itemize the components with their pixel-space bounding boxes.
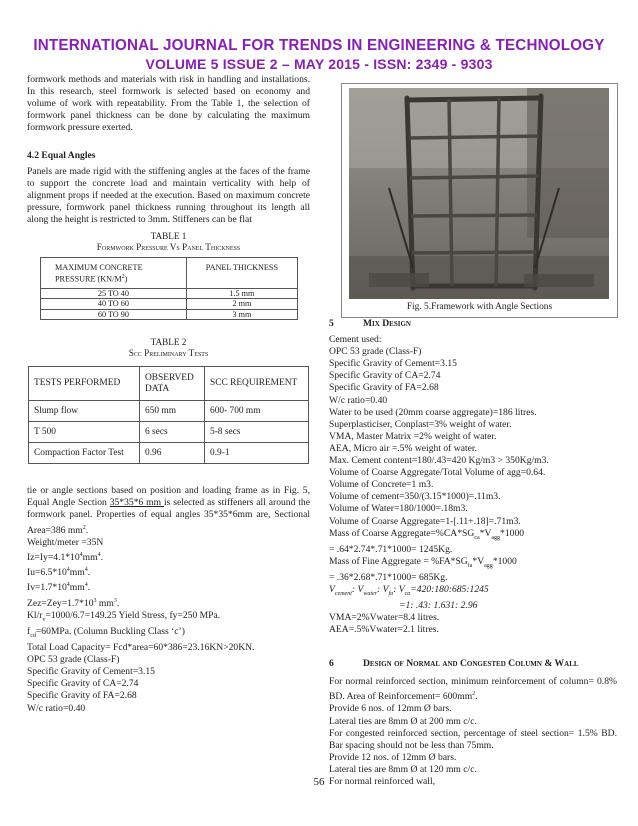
provide-bars-line: Provide 12 nos. of 12mm Ø bars. bbox=[329, 751, 457, 763]
table-row: 40 TO 60 2 mm bbox=[41, 299, 298, 310]
table2-header: OBSERVED DATA bbox=[140, 367, 205, 401]
angle-frame-photo bbox=[349, 88, 609, 299]
congested-section-paragraph: For congested reinforced section, percentage of steel section= 1.5% BD. Bar spacing should not be less than 75mm. bbox=[329, 727, 617, 751]
table2 bbox=[28, 366, 309, 464]
mix-line: Volume of cement=350/(3.15*1000)=.11m3. bbox=[329, 491, 501, 503]
normal-section-paragraph: For normal reinforced section, minimum reinforcement of column= 0.8% BD. Area of Reinforcement= $600mm^2$. bbox=[329, 676, 617, 703]
mass-ca-line: Mass of Coarse $Aggregate=\%CA*SG_{ca}*V_{agg}*1000$ bbox=[329, 527, 525, 541]
table2-title: Scc Preliminary Tests bbox=[128, 348, 209, 359]
mix-line: Superplasticiser, Conplast=3% weight of water. bbox=[329, 418, 512, 430]
mix-line: OPC 53 grade (Class-F) bbox=[329, 346, 422, 358]
mix-line: Volume of Coarse Aggregate/Total Volume of agg=0.64. bbox=[329, 467, 546, 479]
table-row: Compaction Factor Test 0.96 0.9-1 bbox=[29, 443, 309, 464]
table-row: T 500 6 secs 5-8 secs bbox=[29, 422, 309, 443]
opc-line: OPC 53 grade (Class-F) bbox=[27, 654, 120, 666]
mix-ratio-line: $V_{cement}$: $V_{water}$: $V_{fa}$: $V_{ca}=420:180:685:1245$ bbox=[329, 583, 489, 597]
section-4-2-paragraph: Panels are made rigid with the stiffening angles at the faces of the frame to support the concrete load and maintain verticality with help of alignment props if needed at the execution. Based on maximum concrete pressure, formwork panel thickness running throughout its length all along the height is restricted to 3mm. Stiffeners can be flat bbox=[27, 165, 310, 225]
weight-line: Weight/meter =35N bbox=[27, 536, 104, 548]
table2-header: TESTS PERFORMED bbox=[29, 367, 140, 401]
mix-line: Water to be used (20mm coarse aggregate)=186 litres. bbox=[329, 406, 537, 418]
provide-bars-line: Provide 6 nos. of 12mm Ø bars. bbox=[329, 703, 452, 715]
iu-line: $Iu=6.5*10^4mm^4$. bbox=[27, 567, 91, 579]
load-capacity-line: Total Load Capacity= Fcd*area=60*386=23.16KN>20KN. bbox=[27, 642, 255, 654]
intro-paragraph: formwork methods and materials with risk in handling and installations. In this research, steel formwork is selected based on economy and volume of work with repeatability. From the Table 1, the selection of formwork panel thickness can be done by calculating the maximum formwork pressure exerted. bbox=[27, 74, 310, 134]
left-column bbox=[27, 74, 310, 715]
table-row: Slump flow 650 mm 600- 700 mm bbox=[29, 401, 309, 422]
figure-caption: Fig. 5.Framework with Angle Sections bbox=[406, 302, 553, 312]
mix-line: W/c ratio=0.40 bbox=[329, 394, 388, 406]
mass-ca-value: = .64*2.74*.71*1000= 1245Kg. bbox=[329, 543, 453, 555]
wc-ratio-line: W/c ratio=0.40 bbox=[27, 702, 86, 714]
mass-fa-line: Mass of Fine Aggregate = $\%FA*SG_{fa}*V_{agg}*1000$ bbox=[329, 555, 517, 569]
page-number: 56 bbox=[313, 776, 325, 788]
mix-line: Specific Gravity of FA=2.68 bbox=[329, 382, 439, 394]
journal-title: INTERNATIONAL JOURNAL FOR TRENDS IN ENGINEERING & TECHNOLOGY bbox=[33, 37, 605, 54]
mix-line: Volume of Concrete=1 m3. bbox=[329, 479, 434, 491]
sg-cement-line: Specific Gravity of Cement=3.15 bbox=[27, 666, 155, 678]
figure-5 bbox=[341, 83, 618, 318]
sg-fa-line: Specific Gravity of FA=2.68 bbox=[27, 690, 137, 702]
zez-line: $Zez=Zey=1.7*10^3$ $mm^3$. bbox=[27, 597, 120, 609]
table-row: 25 TO 40 1.5 mm bbox=[41, 288, 298, 299]
mix-line: Volume of Coarse Aggregate=1-[.11+.18]=.71m3. bbox=[329, 515, 521, 527]
mix-line: AEA, Micro air =.5% weight of water. bbox=[329, 442, 477, 454]
fcd-line: $f_{cd}=60MPa$. (Column Buckling Class ‘c’) bbox=[27, 626, 185, 639]
sg-ca-line: Specific Gravity of CA=2.74 bbox=[27, 678, 139, 690]
mix-line: Specific Gravity of CA=2.74 bbox=[329, 370, 441, 382]
mix-line: Cement used: bbox=[329, 334, 382, 346]
table1-header-thickness: PANEL THICKNESS bbox=[186, 258, 297, 289]
section-6-heading: 6 Design of Normal and Congested Column & Wall bbox=[329, 658, 579, 670]
table1-label: TABLE 1 bbox=[150, 231, 187, 242]
section-4-2-heading: 4.2 Equal Angles bbox=[27, 150, 96, 162]
right-column bbox=[329, 318, 617, 788]
journal-issue: VOLUME 5 ISSUE 2 – MAY 2015 - ISSN: 2349 - 9303 bbox=[145, 56, 493, 72]
table1 bbox=[40, 257, 298, 320]
iv-line: $Iv=1.7*10^4mm^4$. bbox=[27, 582, 91, 594]
table2-header: SCC REQUIREMENT bbox=[205, 367, 309, 401]
table1-header-pressure: MAXIMUM CONCRETE PRESSURE $(KN/M^2)$ bbox=[41, 258, 187, 289]
mix-line: Max. Cement content=180/.43=420 Kg/m3 > 350Kg/m3. bbox=[329, 455, 549, 467]
mix-line: Specific Gravity of Cement=3.15 bbox=[329, 358, 457, 370]
lateral-ties-line: Lateral ties are 8mm Ø at 120 mm c/c. bbox=[329, 763, 477, 775]
aea-line: AEA=.5%Vwater=2.1 litres. bbox=[329, 623, 439, 635]
table1-title: Formwork Pressure Vs Panel Thickness bbox=[96, 242, 241, 253]
table2-label: TABLE 2 bbox=[150, 337, 187, 348]
mass-fa-value: = .36*2.68*.71*1000= 685Kg. bbox=[329, 571, 448, 583]
mix-ratio-simplified: =1: .43: 1.631: 2.96 bbox=[399, 599, 478, 611]
section-5-heading: 5 Mix Design bbox=[329, 318, 411, 329]
normal-wall-line: For normal reinforced wall, bbox=[329, 776, 436, 787]
mix-line: Volume of Water=180/1000=.18m3. bbox=[329, 503, 468, 515]
angle-section-paragraph: tie or angle sections based on position and loading frame as in Fig. 5, Equal Angle Section 35*35*6 mm is selected as stiffeners all around the formwork panel. Properties of equal angles 35*35*6mm are, Sectional Area=386 $mm^2$. bbox=[27, 485, 310, 536]
table-row: 60 TO 90 3 mm bbox=[41, 309, 298, 320]
lateral-ties-line: Lateral ties are 8mm Ø at 200 mm c/c. bbox=[329, 715, 477, 727]
mix-line: VMA, Master Matrix =2% weight of water. bbox=[329, 430, 497, 442]
iz-line: $Iz=Iy=4.1*10^4mm^4$. bbox=[27, 551, 103, 564]
vma-line: VMA=2%Vwater=8.4 litres. bbox=[329, 611, 440, 623]
slenderness-line: $Kl/r_v=1000/6.7=149.25$ Yield Stress, fy=250 MPa. bbox=[27, 610, 221, 623]
